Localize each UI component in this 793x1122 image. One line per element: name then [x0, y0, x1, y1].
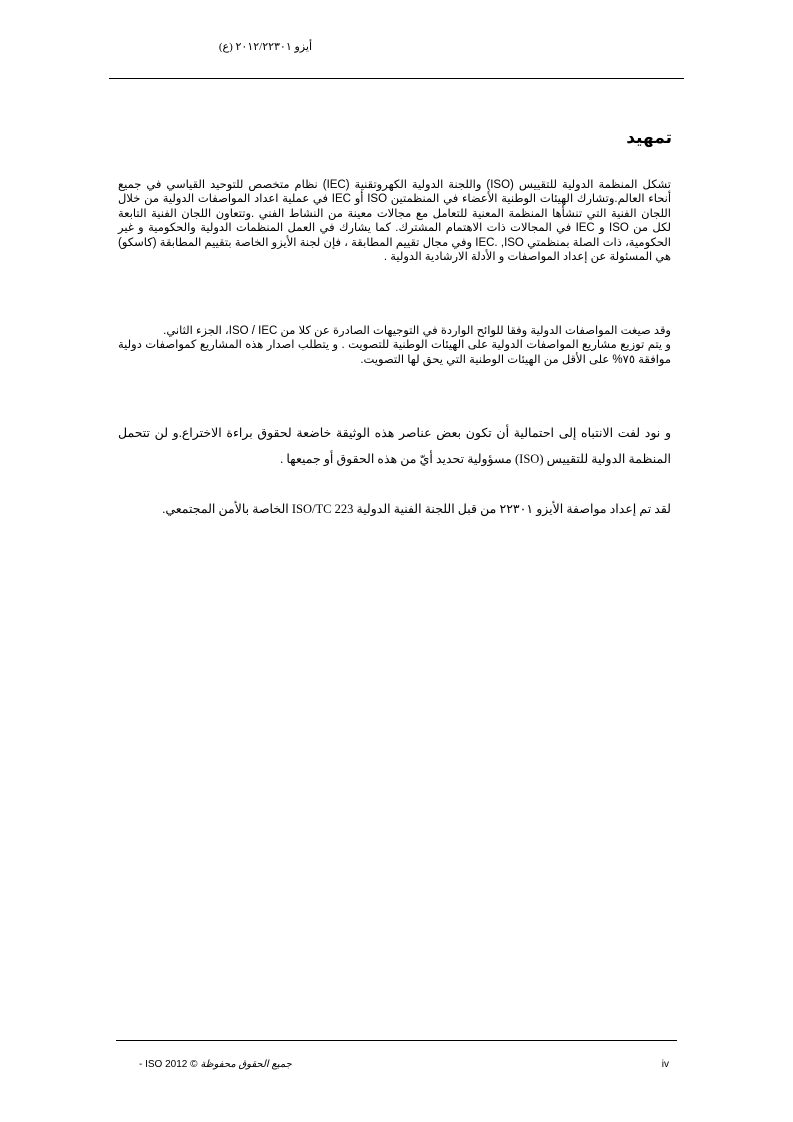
paragraph-drafting-rules — [118, 324, 671, 367]
header-divider — [109, 78, 684, 79]
paragraph-text-drafting: وقد صيغت المواصفات الدولية وفقا للوائح الواردة في التوجيهات الصادرة عن كلا من ISO / IEC، الجزء الثاني. — [163, 325, 671, 337]
paragraph-prepared-by — [118, 502, 671, 516]
paragraph-iso-iec-overview — [118, 178, 671, 264]
page-number: iv — [661, 1059, 669, 1070]
header-doc-reference: أيزو ٢٠١٢/٢٢٣٠١ (ع) — [218, 41, 312, 53]
footer-divider — [116, 1040, 677, 1041]
paragraph-patent-rights — [118, 420, 671, 472]
section-title: تمهيد — [626, 128, 672, 147]
paragraph-text-prepared: لقد تم إعداد مواصفة الأيزو ٢٢٣٠١ من قبل اللجنة الفنية الدولية ISO/TC 223 الخاصة بالأمن المجتمعي. — [162, 502, 671, 516]
footer-copyright — [139, 1059, 292, 1070]
paragraph-text-voting: و يتم توزيع مشاريع المواصفات الدولية على الهيئات الوطنية للتصويت . و يتطلب اصدار هذه المشاريع كمواصفات دولية موافقة ٧٥% على الأقل من الهيئات الوطنية التي يحق لها التصويت. — [118, 339, 671, 366]
footer-copyright-text: © ISO 2012 - — [139, 1059, 198, 1070]
paragraph-text: تشكل المنظمة الدولية للتقييس (ISO) واللجنة الدولية الكهروتقنية (IEC) نظام متخصص للتوحيد القياسي في جميع أنحاء العالم.وتشارك الهيئات الوطنية الأعضاء في المنظمتين ISO أو IEC في عملية اعداد المواصفات الدولية من خلال اللجان الفنية التي تنشأها المنظمة المعنية للتعامل مع مجالات معينة من النشاط الفني .وتتعاون اللجان الفنية التابعة لكل من ISO و IEC في المجالات ذات الاهتمام المشترك. كما يشارك في العمل المنظمات الدولية والحكومية و غير الحكومية، ذات الصلة بمنظمتي IEC. ,ISO وفي مجال تقييم المطابقة ، فإن لجنة الأيزو الخاصة بتقييم المطابقة (كاسكو) هي المسئولة عن إعداد المواصفات و الأدلة الارشادية الدولية . — [118, 179, 672, 264]
paragraph-text-patent: و نود لفت الانتباه إلى احتمالية أن تكون بعض عناصر هذه الوثيقة خاضعة لحقوق براءة الاختراع.و لن تتحمل المنظمة الدولية للتقييس (ISO) مسؤولية تحديد أيّ من هذه الحقوق أو جميعها . — [118, 426, 671, 466]
footer-rights-text: جميع الحقوق محفوظة — [200, 1059, 292, 1070]
